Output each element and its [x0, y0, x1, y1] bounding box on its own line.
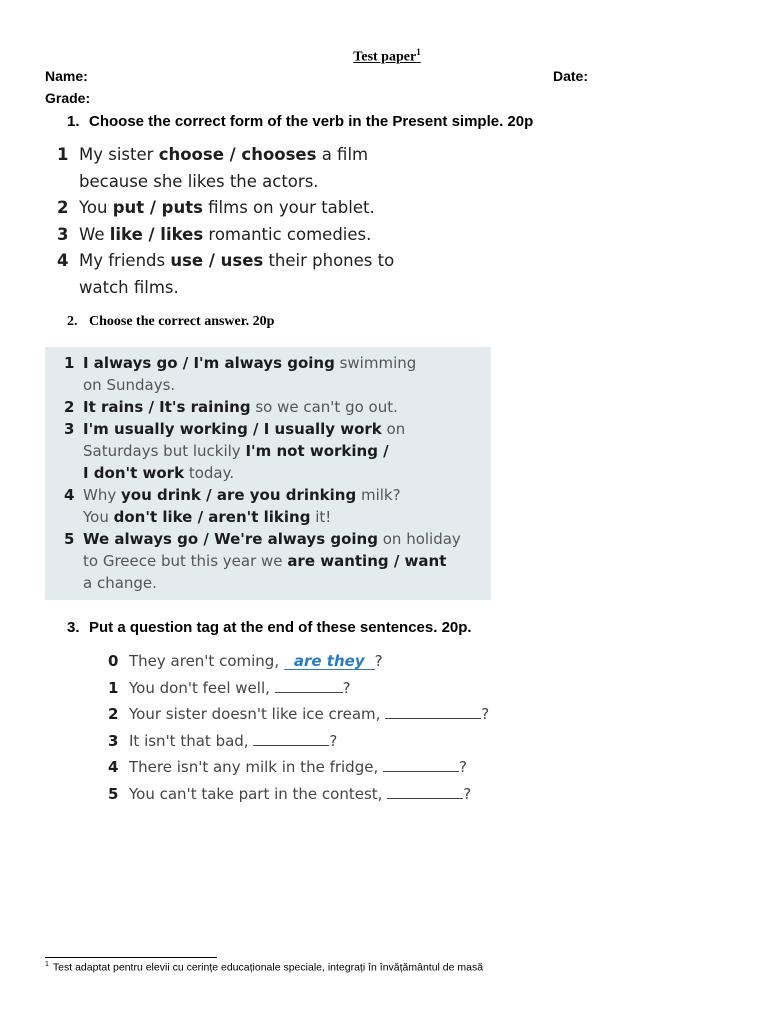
- list-item-continued: I don't work today.: [83, 464, 235, 482]
- answer-blank: [387, 784, 463, 799]
- list-item: 1 My sister choose / chooses a film: [57, 145, 369, 164]
- list-item: 3 It isn't that bad, ?: [108, 731, 338, 750]
- list-item-continued: You don't like / aren't liking it!: [83, 508, 332, 526]
- list-item: 1 You don't feel well, ?: [108, 678, 351, 697]
- date-label: Date:: [553, 68, 589, 84]
- answer-blank: [275, 678, 343, 693]
- list-item-continued: to Greece but this year we are wanting / want: [83, 552, 447, 570]
- list-item: 4 There isn't any milk in the fridge, ?: [108, 758, 467, 776]
- exercise-2-box: [45, 347, 491, 600]
- answer-blank: [385, 704, 481, 719]
- list-item: 3 We like / likes romantic comedies.: [57, 224, 372, 244]
- list-item-continued: because she likes the actors.: [79, 171, 319, 191]
- list-item: 2 Your sister doesn't like ice cream, ?: [108, 705, 490, 723]
- footnote-ref: 1: [416, 47, 421, 57]
- exercise-2-items: [64, 352, 461, 594]
- exercise-3-heading: 3. Put a question tag at the end of these sentences. 20p.: [67, 619, 472, 636]
- cropped-line-remnant: [108, 810, 308, 814]
- example-answer: are they: [284, 653, 375, 670]
- list-item-continued: watch films.: [79, 277, 179, 297]
- list-item: 0 They aren't coming, are they ?: [108, 652, 383, 670]
- list-item: 2 It rains / It's raining so we can't go out.: [64, 398, 398, 416]
- list-item: 3 I'm usually working / I usually work on: [64, 420, 406, 438]
- list-item: 5 We always go / We're always going on holiday: [64, 530, 461, 548]
- list-item-continued: Saturdays but luckily I'm not working /: [83, 442, 389, 460]
- list-item-continued: on Sundays.: [83, 376, 176, 394]
- page-title: Test paper$^1$: [353, 47, 421, 65]
- list-item: 4 My friends use / uses their phones to: [57, 251, 395, 270]
- exercise-2-heading: 2. Choose the correct answer. 20p: [67, 314, 275, 329]
- name-label: Name:: [45, 68, 88, 84]
- exercise-1-items: [57, 142, 394, 301]
- footnote: $^1$ Test adaptat pentru elevii cu cerințe educaționale speciale, integrați în învățământul de masă: [45, 961, 484, 974]
- footnote-separator: [45, 957, 217, 958]
- exercise-3-items: [108, 648, 489, 807]
- answer-blank: [383, 757, 459, 772]
- list-item: 5 You can't take part in the contest, ?: [108, 784, 472, 803]
- list-item-continued: a change.: [83, 574, 157, 592]
- grade-label: Grade:: [45, 90, 91, 106]
- exercise-1-heading: 1. Choose the correct form of the verb in the Present simple. 20p: [67, 113, 534, 130]
- list-item: 1 I always go / I'm always going swimming: [64, 354, 417, 372]
- list-item: 2 You put / puts films on your tablet.: [57, 198, 375, 217]
- answer-blank: [253, 731, 329, 746]
- list-item: 4 Why you drink / are you drinking milk?: [64, 486, 401, 504]
